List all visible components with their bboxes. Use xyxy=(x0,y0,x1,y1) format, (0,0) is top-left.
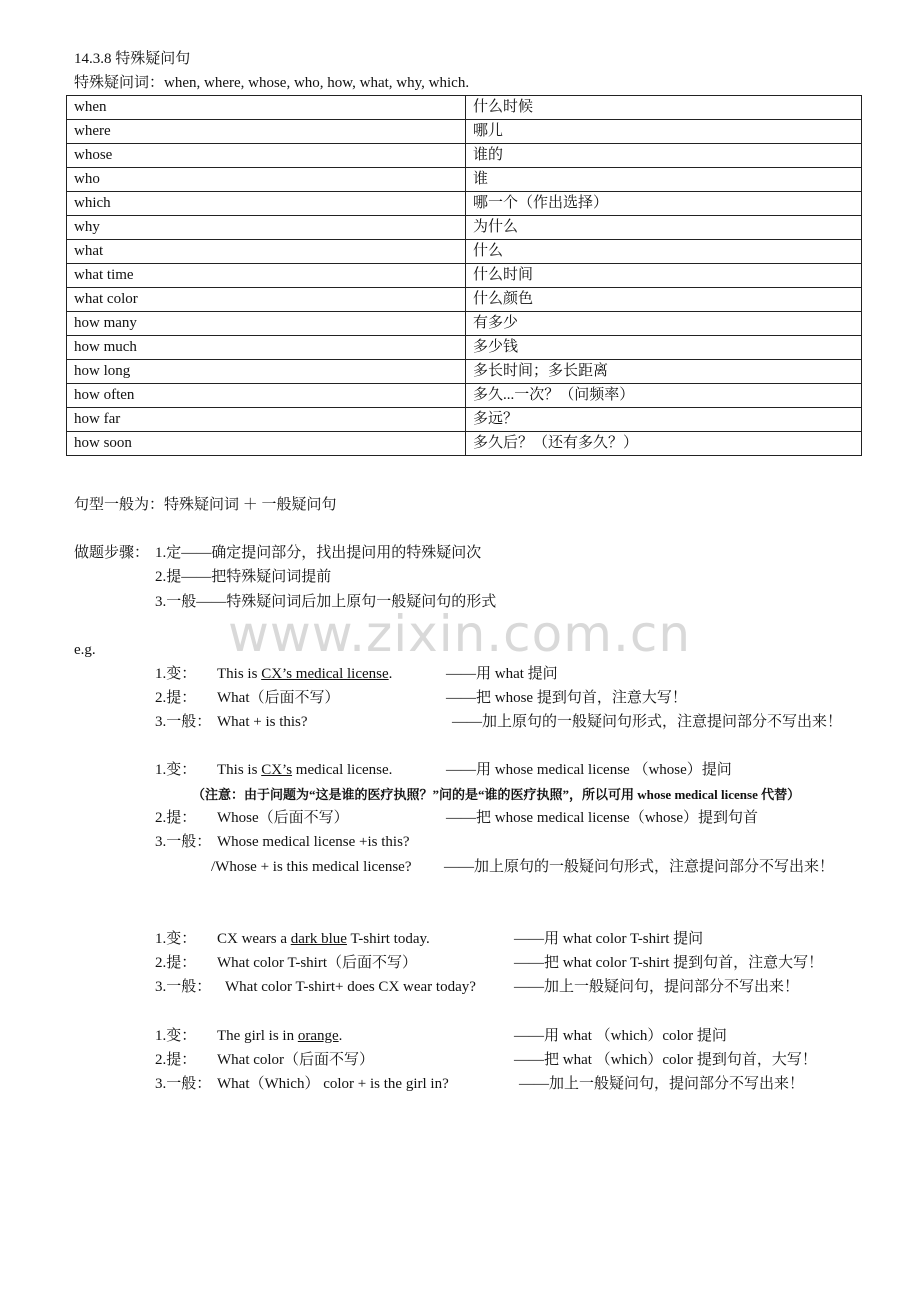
table-row xyxy=(67,312,862,336)
step-3: 3.一般——特殊疑问词后加上原句一般疑问句的形式 xyxy=(155,594,497,610)
meaning-cell: 谁 xyxy=(466,168,862,192)
table-row xyxy=(67,96,862,120)
ex2-step1-label: 1.变： xyxy=(155,762,197,778)
section-heading: 14.3.8 特殊疑问句 xyxy=(74,51,191,67)
meaning-cell: 谁的 xyxy=(466,144,862,168)
ex3-step1-sentence xyxy=(217,929,430,949)
question-word-cell: who xyxy=(67,168,466,192)
ex3-step3-note: ——加上一般疑问句，提问部分不写出来！ xyxy=(514,979,800,995)
sentence-text: This is xyxy=(217,666,262,682)
ex1-step1-note: ——用 what 提问 xyxy=(446,666,558,682)
ex4-step1-sentence xyxy=(217,1026,342,1046)
ex1-step3-text: What + is this? xyxy=(217,714,308,730)
table-row xyxy=(67,288,862,312)
question-word-cell: why xyxy=(67,216,466,240)
ex1-step3-label: 3.一般： xyxy=(155,714,212,730)
meaning-cell: 哪儿 xyxy=(466,120,862,144)
ex2-step3-alt-text: /Whose + is this medical license? xyxy=(211,859,412,875)
ex4-step2-text: What color（后面不写） xyxy=(217,1052,375,1068)
ex2-step1-sentence xyxy=(217,760,392,780)
ex4-step2-note: ——把 what （which）color 提到句首，大写！ xyxy=(514,1052,817,1068)
ex2-step3-note: ——加上原句的一般疑问句形式，注意提问部分不写出来！ xyxy=(444,859,835,875)
ex3-step3-label: 3.一般： xyxy=(155,979,212,995)
question-word-cell: what xyxy=(67,240,466,264)
question-word-cell: what color xyxy=(67,288,466,312)
meaning-cell: 为什么 xyxy=(466,216,862,240)
ex2-step2-label: 2.提： xyxy=(155,810,197,826)
question-word-table xyxy=(66,95,862,456)
sentence-text: T-shirt today. xyxy=(346,931,430,947)
meaning-cell: 什么时间 xyxy=(466,264,862,288)
ex1-step2-text: What（后面不写） xyxy=(217,690,340,706)
question-word-cell: which xyxy=(67,192,466,216)
sentence-text: . xyxy=(388,666,393,682)
underlined-part: orange xyxy=(297,1028,339,1044)
question-word-cell: where xyxy=(67,120,466,144)
table-row xyxy=(67,360,862,384)
table-row xyxy=(67,192,862,216)
table-row xyxy=(67,384,862,408)
meaning-cell: 哪一个（作出选择） xyxy=(466,192,862,216)
question-word-cell: whose xyxy=(67,144,466,168)
step-2: 2.提——把特殊疑问词提前 xyxy=(155,569,332,585)
ex4-step1-label: 1.变： xyxy=(155,1028,197,1044)
ex4-step3-text: What（Which） color + is the girl in? xyxy=(217,1076,449,1092)
ex3-step3-text: What color T-shirt+ does CX wear today? xyxy=(225,979,476,995)
table-row xyxy=(67,144,862,168)
watermark: www.zixin.com.cn xyxy=(228,605,692,663)
question-word-cell: how long xyxy=(67,360,466,384)
ex2-step2-text: Whose（后面不写） xyxy=(217,810,349,826)
question-word-cell: how often xyxy=(67,384,466,408)
steps-label: 做题步骤： xyxy=(74,545,150,561)
underlined-part: CX’s medical license xyxy=(261,666,389,682)
ex4-step2-label: 2.提： xyxy=(155,1052,197,1068)
table-row xyxy=(67,120,862,144)
meaning-cell: 多久后？（还有多久？） xyxy=(466,432,862,456)
question-word-cell: how far xyxy=(67,408,466,432)
meaning-cell: 什么时候 xyxy=(466,96,862,120)
meaning-cell: 有多少 xyxy=(466,312,862,336)
table-row xyxy=(67,168,862,192)
sentence-text: . xyxy=(338,1028,343,1044)
sentence-text: CX wears a xyxy=(217,931,291,947)
question-word-cell: how soon xyxy=(67,432,466,456)
question-word-cell: what time xyxy=(67,264,466,288)
ex3-step1-note: ——用 what color T-shirt 提问 xyxy=(514,931,704,947)
table-row xyxy=(67,264,862,288)
ex2-step3-label: 3.一般： xyxy=(155,834,212,850)
intro-line: 特殊疑问词：when, where, whose, who, how, what, why, which. xyxy=(74,75,470,91)
question-word-cell: how many xyxy=(67,312,466,336)
underlined-part: dark blue xyxy=(290,931,347,947)
ex1-step1-sentence xyxy=(217,664,392,684)
table-row xyxy=(67,432,862,456)
meaning-cell: 什么 xyxy=(466,240,862,264)
ex1-step3-note: ——加上原句的一般疑问句形式，注意提问部分不写出来！ xyxy=(452,714,843,730)
underlined-part: CX’s xyxy=(261,762,293,778)
ex3-step2-text: What color T-shirt（后面不写） xyxy=(217,955,417,971)
eg-label: e.g. xyxy=(74,642,96,658)
table-row xyxy=(67,408,862,432)
ex1-step2-label: 2.提： xyxy=(155,690,197,706)
pattern-line: 句型一般为：特殊疑问词 ＋ 一般疑问句 xyxy=(74,497,337,513)
table-row xyxy=(67,336,862,360)
sentence-text: The girl is in xyxy=(217,1028,298,1044)
ex4-step3-note: ——加上一般疑问句，提问部分不写出来！ xyxy=(519,1076,805,1092)
ex2-step1-note: ——用 whose medical license （whose）提问 xyxy=(446,762,732,778)
ex3-step2-label: 2.提： xyxy=(155,955,197,971)
ex2-step2-note: ——把 whose medical license（whose）提到句首 xyxy=(446,810,759,826)
meaning-cell: 什么颜色 xyxy=(466,288,862,312)
table-row xyxy=(67,240,862,264)
meaning-cell: 多长时间；多长距离 xyxy=(466,360,862,384)
ex3-step2-note: ——把 what color T-shirt 提到句首，注意大写！ xyxy=(514,955,824,971)
ex1-step1-label: 1.变： xyxy=(155,666,197,682)
step-1: 1.定——确定提问部分，找出提问用的特殊疑问次 xyxy=(155,545,482,561)
ex1-step2-note: ——把 whose 提到句首，注意大写！ xyxy=(446,690,687,706)
sentence-text: This is xyxy=(217,762,262,778)
meaning-cell: 多远？ xyxy=(466,408,862,432)
ex4-step1-note: ——用 what （which）color 提问 xyxy=(514,1028,727,1044)
ex2-step3-text: Whose medical license +is this? xyxy=(217,834,410,850)
table-row xyxy=(67,216,862,240)
sentence-text: medical license. xyxy=(292,762,393,778)
ex3-step1-label: 1.变： xyxy=(155,931,197,947)
ex2-remark: （注意：由于问题为“这是谁的医疗执照？”问的是“谁的医疗执照”，所以可用 whose medical license 代替） xyxy=(192,787,801,802)
question-word-cell: when xyxy=(67,96,466,120)
ex4-step3-label: 3.一般： xyxy=(155,1076,212,1092)
question-word-cell: how much xyxy=(67,336,466,360)
meaning-cell: 多少钱 xyxy=(466,336,862,360)
meaning-cell: 多久...一次？（问频率） xyxy=(466,384,862,408)
